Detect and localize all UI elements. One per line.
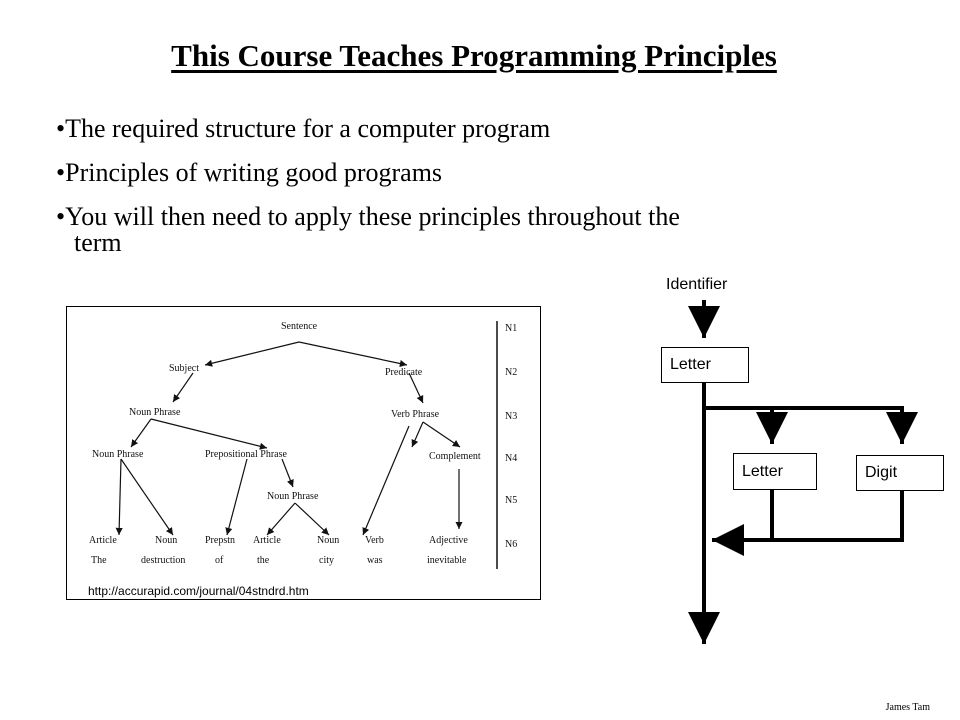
bullet-text: •You will then need to apply these principles throughout the	[56, 202, 680, 231]
level-label: N4	[505, 453, 518, 464]
letter-box: Letter	[661, 347, 749, 383]
word-of: of	[215, 555, 224, 566]
node-noun-phrase: Noun Phrase	[267, 491, 319, 502]
bullet-text-continuation: term	[74, 228, 122, 257]
letter-loop-box: Letter	[733, 453, 817, 490]
word-destruction: destruction	[141, 555, 186, 566]
node-article: Article	[253, 535, 281, 546]
word-was: was	[367, 555, 383, 566]
word-inevitable: inevitable	[427, 555, 467, 566]
node-predicate: Predicate	[385, 367, 423, 378]
source-url: http://accurapid.com/journal/04stndrd.htm	[88, 584, 309, 598]
digit-loop-box: Digit	[856, 455, 944, 491]
word-city: city	[319, 555, 334, 566]
node-prepstn: Prepstn	[205, 535, 235, 546]
node-adjective: Adjective	[429, 535, 468, 546]
node-noun-phrase: Noun Phrase	[129, 407, 181, 418]
level-label: N2	[505, 367, 518, 378]
node-verb: Verb	[365, 535, 384, 546]
bullet-item: •Principles of writing good programs	[56, 158, 443, 187]
bullet-item: •The required structure for a computer program	[56, 114, 551, 143]
identifier-label: Identifier	[666, 276, 728, 293]
level-label: N6	[505, 539, 518, 550]
level-label: N3	[505, 411, 518, 422]
level-label: N5	[505, 495, 518, 506]
word-the: The	[91, 555, 107, 566]
node-verb-phrase: Verb Phrase	[391, 409, 440, 420]
node-article: Article	[89, 535, 117, 546]
node-noun-phrase: Noun Phrase	[92, 449, 144, 460]
node-sentence: Sentence	[281, 321, 318, 332]
level-label: N1	[505, 323, 518, 334]
node-noun: Noun	[317, 535, 340, 546]
node-noun: Noun	[155, 535, 178, 546]
node-subject: Subject	[169, 363, 199, 374]
slide-title: This Course Teaches Programming Principles	[171, 38, 777, 73]
node-prepositional-phrase: Prepositional Phrase	[205, 449, 287, 460]
node-complement: Complement	[429, 451, 481, 462]
author-credit: James Tam	[885, 702, 930, 713]
word-the: the	[257, 555, 270, 566]
